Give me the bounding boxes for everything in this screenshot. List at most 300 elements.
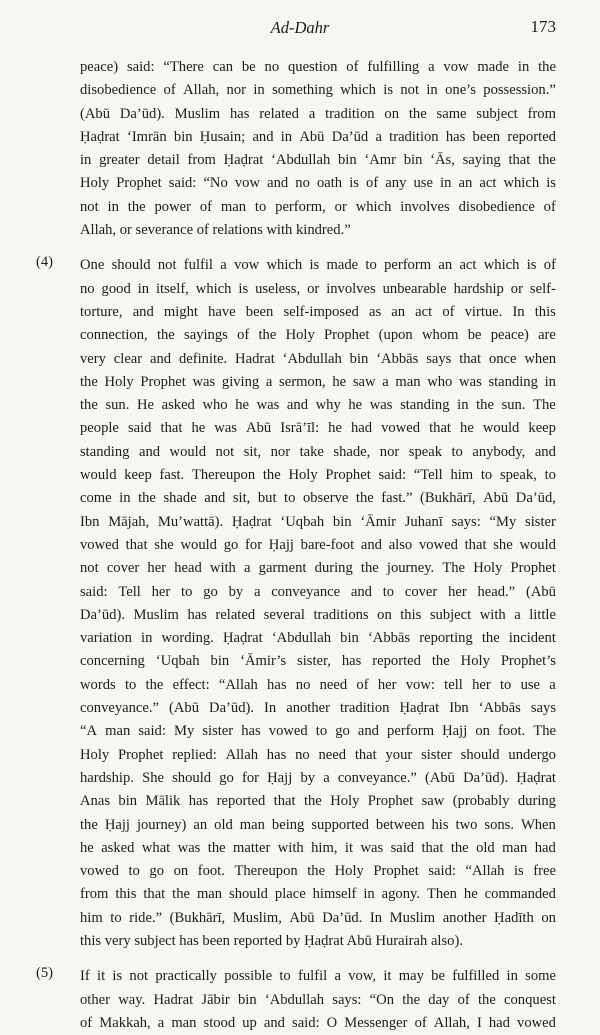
word: when xyxy=(524,350,556,367)
word: can xyxy=(212,59,234,75)
text-line xyxy=(80,674,556,697)
word: to xyxy=(480,467,493,484)
word: effect: xyxy=(172,676,210,693)
word: once xyxy=(488,350,517,367)
word: being xyxy=(271,816,305,833)
word: the xyxy=(450,839,469,856)
word: of xyxy=(366,175,379,192)
word: him, xyxy=(311,839,338,856)
word: head xyxy=(174,560,202,577)
text-line xyxy=(80,196,556,219)
word: but xyxy=(257,490,277,507)
word: is xyxy=(238,280,249,297)
word: is xyxy=(112,968,123,985)
word: Mājah, xyxy=(108,513,150,530)
word: day xyxy=(428,991,450,1008)
word: Ḥajj xyxy=(268,536,294,553)
word: fast.” xyxy=(381,490,413,507)
word: during xyxy=(314,560,353,577)
word: said xyxy=(127,420,152,437)
word: another xyxy=(442,909,487,926)
word: a xyxy=(514,606,521,623)
word: bin xyxy=(210,653,230,670)
text-line xyxy=(80,487,556,510)
text-line xyxy=(80,301,556,324)
word: saw xyxy=(421,793,445,810)
word: standing xyxy=(488,373,538,390)
word: foot. xyxy=(498,723,526,740)
word: has xyxy=(341,653,362,670)
word: is xyxy=(546,175,556,192)
word: replied: xyxy=(172,746,217,763)
word: tradition xyxy=(340,700,390,717)
word: have xyxy=(208,303,236,320)
word: If xyxy=(80,968,90,985)
word: good xyxy=(101,280,131,297)
word: in xyxy=(141,630,153,647)
word: which xyxy=(340,82,376,99)
word: Tell xyxy=(118,583,141,600)
word: a xyxy=(157,1014,165,1031)
word: Isrā’īl: xyxy=(280,420,320,437)
word: to xyxy=(128,863,140,880)
word: and xyxy=(132,303,154,320)
word: concerning xyxy=(80,653,145,670)
word: Ḥajj xyxy=(442,723,468,740)
word: to xyxy=(181,583,193,600)
word: not xyxy=(80,560,99,577)
word: that xyxy=(429,420,451,437)
word: he xyxy=(235,397,249,414)
word: disobedience xyxy=(458,198,535,215)
word: no xyxy=(80,280,95,297)
word: Abū xyxy=(246,420,272,437)
word: act xyxy=(479,175,497,192)
word: foot. xyxy=(197,863,225,880)
word: possession.” xyxy=(483,82,556,99)
word: ‘Āmir’s xyxy=(240,653,287,670)
word: Abū xyxy=(483,490,509,507)
word: says: xyxy=(451,513,481,530)
word: sun. xyxy=(105,397,130,414)
word: use xyxy=(413,175,433,192)
word: conveyance.” xyxy=(80,700,159,717)
word: had xyxy=(488,1014,510,1031)
word: words xyxy=(80,676,116,693)
word: Jābir xyxy=(201,991,230,1008)
word: man xyxy=(239,816,265,833)
word: to xyxy=(544,467,556,484)
word: ‘Imrān xyxy=(126,128,167,145)
word: question xyxy=(287,59,338,75)
word: on xyxy=(173,863,189,880)
word: of xyxy=(543,198,556,215)
word: commanded xyxy=(484,886,556,903)
word: he xyxy=(80,839,94,856)
word: sister, xyxy=(297,653,331,670)
word: nor xyxy=(270,443,291,460)
word: saying xyxy=(462,152,501,169)
word: incident xyxy=(508,630,556,647)
word: When xyxy=(520,816,556,833)
word: and xyxy=(204,490,226,507)
word: In xyxy=(512,303,525,320)
word: possible xyxy=(224,968,273,985)
word: the xyxy=(80,397,98,414)
word: in xyxy=(517,59,530,75)
word: Ḥadīth xyxy=(494,909,534,926)
word: subject xyxy=(476,105,518,122)
word: vow xyxy=(443,59,469,75)
word: Da’ūd xyxy=(331,128,369,145)
word: little xyxy=(529,606,556,623)
word: the xyxy=(80,816,98,833)
word: greater xyxy=(99,152,140,169)
word: of xyxy=(237,327,250,344)
word: Da’ūd). xyxy=(80,606,125,623)
word: said xyxy=(390,839,415,856)
word: and xyxy=(286,397,308,414)
word: this xyxy=(400,606,422,623)
word: related xyxy=(259,105,299,122)
word: of xyxy=(414,1014,427,1031)
word: same xyxy=(436,105,467,122)
word: Mu’wattā). xyxy=(157,513,224,530)
word: go xyxy=(203,583,218,600)
word: has xyxy=(241,723,261,740)
word: on xyxy=(377,606,392,623)
word: is xyxy=(513,863,524,880)
word: in xyxy=(280,128,293,145)
word: Hadrat xyxy=(153,991,194,1008)
word: fulfil xyxy=(298,968,328,985)
word: related xyxy=(215,606,256,623)
word: nor xyxy=(379,443,400,460)
word: Allah xyxy=(225,746,258,763)
word: another xyxy=(286,700,330,717)
word: the xyxy=(207,839,226,856)
word: keep xyxy=(124,467,152,484)
word: He xyxy=(136,397,155,414)
word: to xyxy=(499,676,512,693)
word: matter xyxy=(233,839,271,856)
word: a xyxy=(428,59,435,75)
word: journey. xyxy=(386,560,435,577)
word: Abū xyxy=(289,909,315,926)
word: would xyxy=(519,536,556,553)
word: said: xyxy=(168,175,197,192)
word: he xyxy=(328,420,342,437)
text-line: this very subject has been reported by Ḥaḍrat Abū Hurairah also). xyxy=(80,933,463,949)
word: perform xyxy=(387,723,435,740)
text-line xyxy=(80,103,556,126)
text-line xyxy=(80,441,556,464)
word: My xyxy=(173,723,195,740)
word: In xyxy=(369,909,383,926)
word: was xyxy=(369,397,393,414)
word: on xyxy=(541,909,556,926)
word: reporting xyxy=(419,630,473,647)
word: her xyxy=(151,583,171,600)
word: anybody, xyxy=(472,443,526,460)
word: for xyxy=(241,769,259,786)
word: Ḥaḍrat xyxy=(399,700,440,717)
word: “A xyxy=(80,723,98,740)
word: was xyxy=(177,839,201,856)
word: Da’ūd). xyxy=(209,700,255,717)
word: sun. xyxy=(501,397,526,414)
word: himself xyxy=(312,886,357,903)
word: in xyxy=(107,198,119,215)
word: the xyxy=(303,793,322,810)
word: Holy xyxy=(285,327,315,344)
word: and xyxy=(357,723,379,740)
word: an xyxy=(391,303,406,320)
word: of xyxy=(356,676,369,693)
word: to xyxy=(279,968,291,985)
word: sayings xyxy=(184,327,228,344)
word: Muslim, xyxy=(232,909,282,926)
word: man xyxy=(502,839,528,856)
word: “Allah xyxy=(218,676,258,693)
word: vow xyxy=(234,257,260,274)
word: no xyxy=(295,175,310,192)
word: The xyxy=(533,723,556,740)
word: made xyxy=(326,257,359,274)
word: conquest xyxy=(504,991,556,1008)
word: sister xyxy=(202,723,234,740)
word: the xyxy=(145,676,164,693)
word: very xyxy=(80,350,106,367)
word: was xyxy=(214,420,237,437)
word: fulfilled xyxy=(452,968,500,985)
word: sit, xyxy=(232,490,251,507)
word: she xyxy=(493,536,513,553)
word: would xyxy=(80,467,117,484)
word: a xyxy=(549,676,556,693)
word: it xyxy=(383,968,392,985)
word: which xyxy=(195,280,232,297)
word: which xyxy=(503,175,540,192)
word: Holy xyxy=(460,653,490,670)
word: vow xyxy=(234,175,261,192)
word: shade xyxy=(163,490,197,507)
word: which xyxy=(266,257,303,274)
word: a xyxy=(253,583,261,600)
word: said: xyxy=(138,723,166,740)
word: undergo xyxy=(508,746,556,763)
word: conveyance xyxy=(271,583,341,600)
word: cover xyxy=(106,560,140,577)
word: journey) xyxy=(136,816,187,833)
word: says xyxy=(426,350,452,367)
word: use xyxy=(520,676,541,693)
word: a xyxy=(244,560,251,577)
word: she xyxy=(154,536,174,553)
word: She xyxy=(142,769,164,786)
text-line xyxy=(80,172,556,195)
word: several xyxy=(263,606,305,623)
word: of xyxy=(199,198,213,215)
word: Holy xyxy=(80,746,110,763)
word: tradition xyxy=(389,128,439,145)
word: (upon xyxy=(378,327,413,344)
word: go xyxy=(219,769,234,786)
word: in xyxy=(544,373,556,390)
word: speak xyxy=(408,443,442,460)
word: the xyxy=(138,490,156,507)
word: Juhanī xyxy=(404,513,443,530)
word: ‘Āmir xyxy=(360,513,396,530)
word: “My xyxy=(489,513,517,530)
word: “No xyxy=(203,175,228,192)
word: way. xyxy=(118,991,146,1008)
word: should xyxy=(172,769,212,786)
word: that xyxy=(160,420,183,437)
word: act xyxy=(459,257,477,274)
word: from xyxy=(527,105,556,122)
text-line xyxy=(80,627,556,650)
text-line xyxy=(80,907,556,930)
word: Da’ūd, xyxy=(515,490,556,507)
word: “On xyxy=(369,991,394,1008)
word: to xyxy=(315,723,328,740)
word: go xyxy=(335,723,350,740)
word: was xyxy=(192,373,216,390)
word: had xyxy=(351,420,373,437)
word: perform, xyxy=(275,198,326,215)
text-line xyxy=(80,56,556,79)
text-line xyxy=(80,534,556,557)
text-line xyxy=(80,394,556,417)
word: to xyxy=(110,909,122,926)
word: oath xyxy=(316,175,343,192)
word: take xyxy=(299,443,324,460)
word: One xyxy=(80,257,105,274)
word: the xyxy=(477,991,496,1008)
word: the xyxy=(538,59,556,75)
word: an xyxy=(458,175,473,192)
word: people xyxy=(80,420,119,437)
word: vowed xyxy=(517,1014,556,1031)
word: itself, xyxy=(156,280,189,297)
text-line xyxy=(80,149,556,172)
word: (probably xyxy=(452,793,510,810)
word: act xyxy=(415,303,433,320)
word: may xyxy=(398,968,424,985)
word: on xyxy=(384,105,400,122)
text-line xyxy=(80,348,556,371)
text-line xyxy=(80,581,556,604)
word: fulfilling xyxy=(367,59,420,75)
paragraph-continuation xyxy=(80,56,556,242)
word: Ibn xyxy=(80,513,100,530)
word: an xyxy=(193,816,208,833)
word: been xyxy=(472,128,501,145)
word: wording. xyxy=(161,630,214,647)
word: which xyxy=(355,198,392,215)
word: also xyxy=(388,536,413,553)
word: the xyxy=(360,560,379,577)
word: ‘Abdullah xyxy=(271,152,331,169)
word: that xyxy=(464,536,487,553)
word: Holy xyxy=(80,175,110,192)
word: Makkah, xyxy=(99,1014,151,1031)
word: need xyxy=(319,676,348,693)
word: peace) xyxy=(80,59,119,75)
word: said: xyxy=(292,1014,320,1031)
word: Da’ūd. xyxy=(322,909,363,926)
word: I xyxy=(476,1014,482,1031)
word: of xyxy=(442,303,455,320)
word: Then xyxy=(426,886,457,903)
word: (Abū xyxy=(169,700,200,717)
word: Hadrat xyxy=(235,350,275,367)
word: clear xyxy=(113,350,143,367)
word: to xyxy=(382,583,395,600)
word: head.” xyxy=(477,583,516,600)
word: the xyxy=(258,327,277,344)
word: giving xyxy=(221,373,260,390)
word: other xyxy=(80,991,110,1008)
text-line xyxy=(80,278,556,301)
word: the xyxy=(127,198,146,215)
word: Da’ūd). xyxy=(463,769,509,786)
word: in xyxy=(119,490,131,507)
word: that xyxy=(143,886,166,903)
word: or xyxy=(307,280,320,297)
word: are xyxy=(538,327,556,344)
word: shade, xyxy=(333,443,371,460)
word: is xyxy=(526,257,537,274)
word: that xyxy=(421,839,444,856)
word: old xyxy=(214,816,233,833)
word: a xyxy=(308,105,316,122)
word: (Abū xyxy=(80,105,110,122)
word: in xyxy=(506,968,518,985)
word: which xyxy=(483,257,520,274)
word: would xyxy=(482,420,520,437)
word: what xyxy=(141,839,171,856)
word: to xyxy=(451,443,463,460)
word: the xyxy=(355,490,374,507)
word: and xyxy=(263,1014,285,1031)
word: need xyxy=(318,746,347,763)
word: had xyxy=(534,839,556,856)
word: man xyxy=(171,1014,197,1031)
word: or xyxy=(510,280,523,297)
word: come xyxy=(80,490,112,507)
text-line: Allah, or severance of relations with kindred.” xyxy=(80,222,351,239)
word: Ḥaḍrat xyxy=(516,769,556,786)
word: not xyxy=(400,82,420,99)
word: man xyxy=(220,198,247,215)
word: vow, xyxy=(348,968,377,985)
word: Holy xyxy=(334,863,364,880)
word: your xyxy=(385,746,413,763)
word: (Bukhārī, xyxy=(169,909,226,926)
word: Ḥaḍrat xyxy=(80,128,120,145)
word: perform xyxy=(384,257,432,274)
text-line xyxy=(80,371,556,394)
word: “Allah xyxy=(465,863,505,880)
word: bin xyxy=(173,128,193,145)
word: whom xyxy=(421,327,459,344)
word: and xyxy=(267,175,289,192)
word: Prophet xyxy=(117,746,164,763)
word: Thereupon xyxy=(234,863,298,880)
word: has xyxy=(188,793,209,810)
